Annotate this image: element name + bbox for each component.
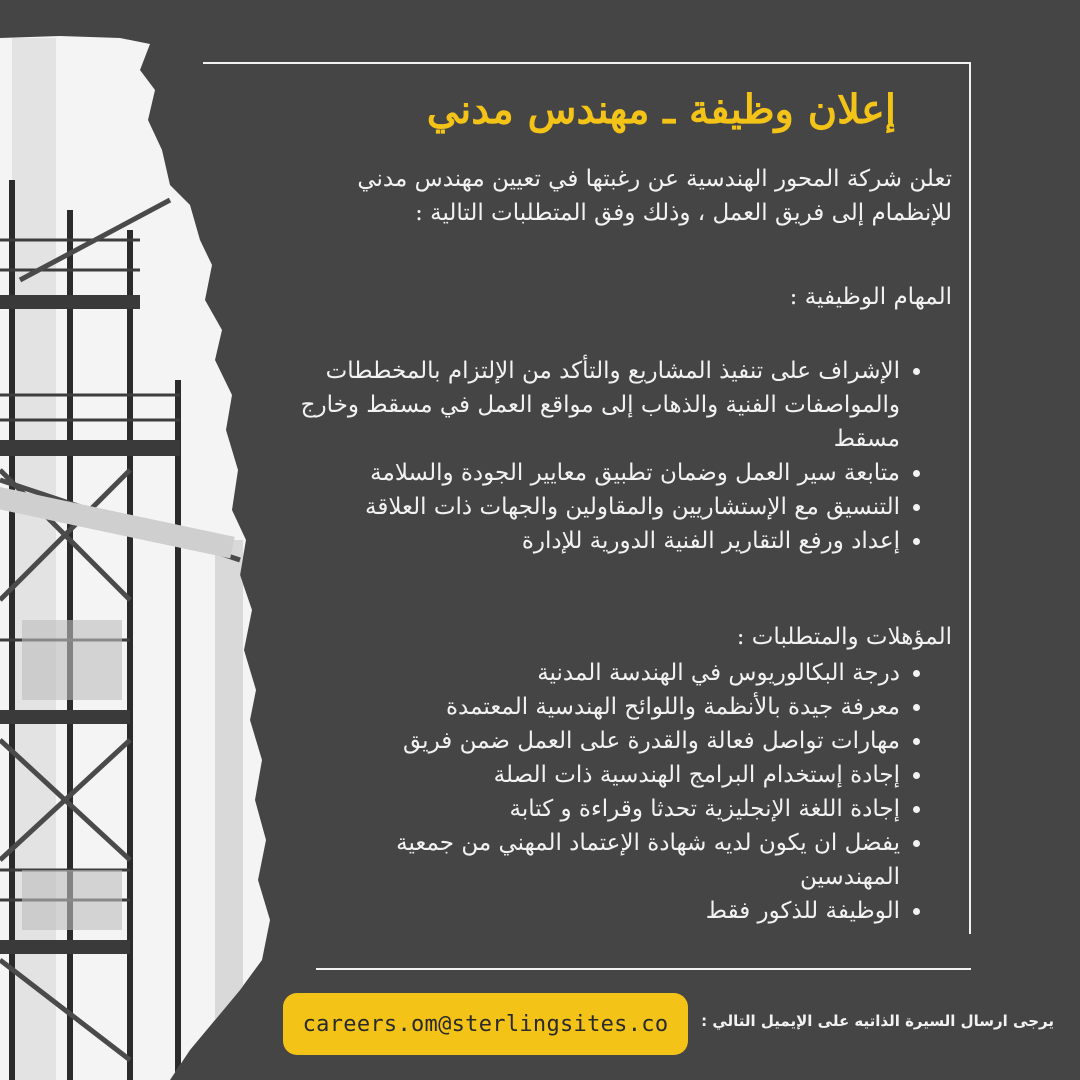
list-item: • درجة البكالوريوس في الهندسة المدنية (300, 656, 900, 690)
list-item: • الوظيفة للذكور فقط (300, 894, 900, 928)
bottom-rule (316, 968, 971, 970)
intro-paragraph: تعلن شركة المحور الهندسية عن رغبتها في تعيين مهندس مدني للإنظمام إلى فريق العمل ، وذلك وفق المتطلبات التالية : (357, 166, 952, 226)
email-button[interactable]: careers.om@sterlingsites.co (283, 993, 688, 1055)
duties-list (280, 354, 930, 558)
list-item: • الإشراف على تنفيذ المشاريع والتأكد من الإلتزام بالمخططات والمواصفات الفنية والذهاب إلى مواقع العمل في مسقط وخارج مسقط (280, 354, 900, 456)
duties-heading: المهام الوظيفية : (789, 284, 952, 310)
right-rule (969, 62, 971, 934)
list-item: • يفضل ان يكون لديه شهادة الإعتماد المهني من جمعية المهندسين (300, 826, 900, 894)
page-title: إعلان وظيفة ـ مهندس مدني (426, 86, 896, 133)
list-item: • متابعة سير العمل وضمان تطبيق معايير الجودة والسلامة (280, 456, 900, 490)
list-item: • التنسيق مع الإستشاريين والمقاولين والجهات ذات العلاقة (280, 490, 900, 524)
top-rule (203, 62, 971, 64)
qualifications-list (300, 656, 930, 928)
list-item: • إجادة إستخدام البرامج الهندسية ذات الصلة (300, 758, 900, 792)
footer-note: يرجى ارسال السيرة الذاتيه على الإيميل التالي : (701, 1012, 1054, 1030)
list-item: • إعداد ورفع التقارير الفنية الدورية للإدارة (280, 524, 900, 558)
qualifications-heading: المؤهلات والمتطلبات : (736, 624, 952, 650)
list-item: • مهارات تواصل فعالة والقدرة على العمل ضمن فريق (300, 724, 900, 758)
list-item: • إجادة اللغة الإنجليزية تحدثا وقراءة و كتابة (300, 792, 900, 826)
list-item: • معرفة جيدة بالأنظمة واللوائح الهندسية المعتمدة (300, 690, 900, 724)
